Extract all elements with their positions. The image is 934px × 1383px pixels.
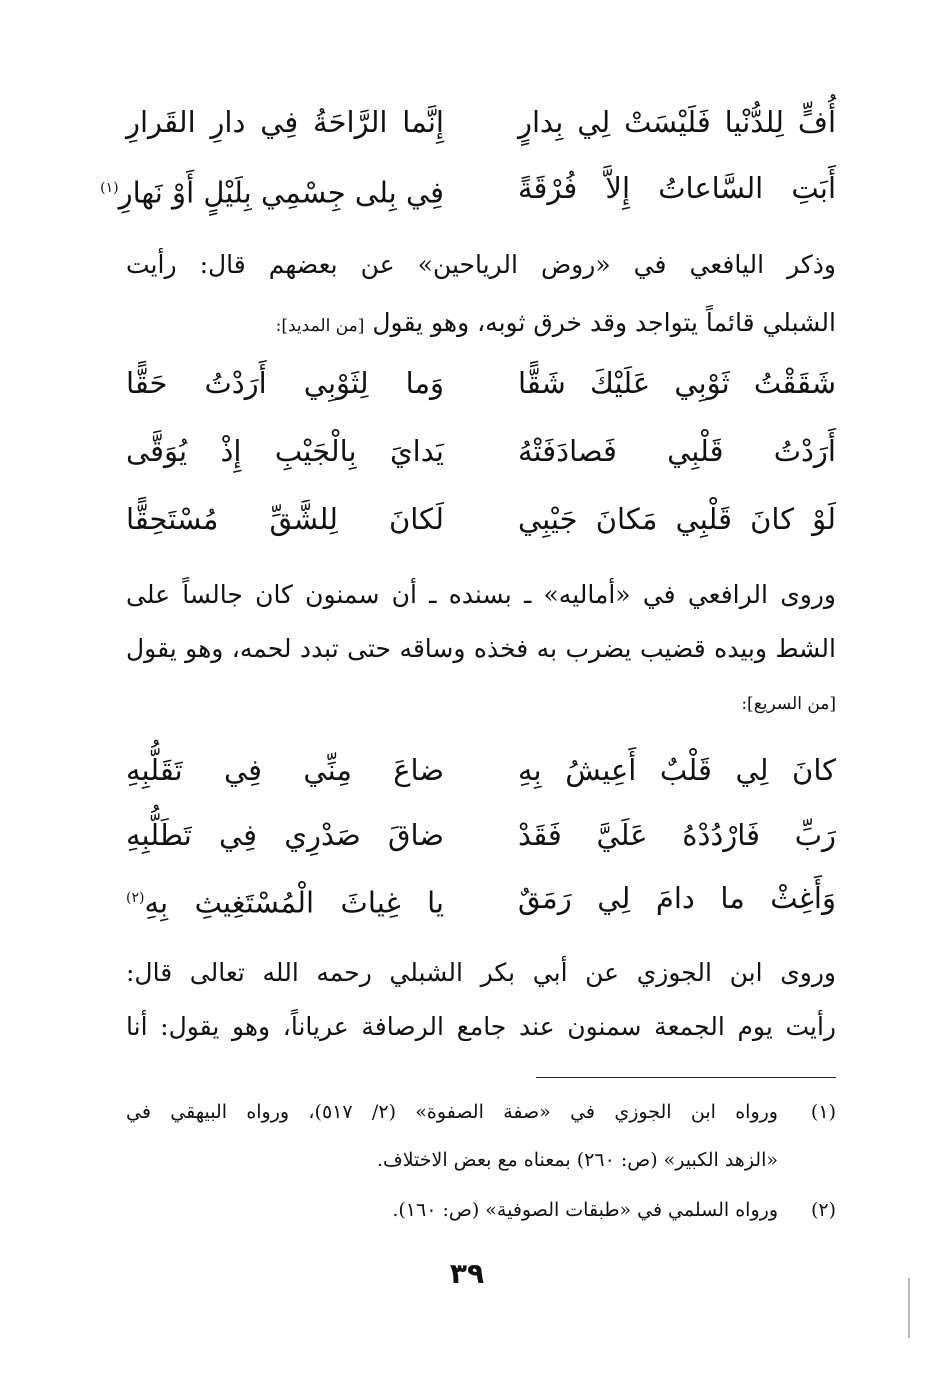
- prose-line: وروى ابن الجوزي عن أبي بكر الشبلي رحمه الله تعالى قال:: [126, 958, 836, 987]
- verse-second-hemistich: لَكانَ لِلشَّقِّ مُسْتَحِقًّا: [126, 502, 444, 536]
- verse-couplet: [126, 740, 836, 800]
- prose-line: وذكر اليافعي في «روض الرياحين» عن بعضهم قال: رأيت: [126, 250, 836, 279]
- verse-second-hemistich: [126, 868, 444, 928]
- verse-first-hemistich: أَرَدْتُ قَلْبِي فَصادَفَتْهُ: [518, 434, 836, 468]
- verse-couplet: [126, 353, 836, 413]
- footnote-marker: (١): [100, 180, 119, 196]
- page-number: ٣٩: [449, 1257, 485, 1290]
- verse-first-hemistich: كانَ لِي قَلْبٌ أَعِيشُ بِهِ: [518, 753, 836, 787]
- footnote: [126, 1188, 836, 1232]
- verse-first-hemistich: شَقَقْتُ ثَوْبِي عَلَيْكَ شَقًّا: [518, 366, 836, 400]
- verse-second-hemistich: وَما لِثَوْبِي أَرَدْتُ حَقًّا: [126, 366, 444, 400]
- verse-couplet: [126, 868, 836, 928]
- footnote-number: (٢): [810, 1199, 836, 1221]
- verse-first-hemistich: رَبِّ فَارْدُدْهُ عَلَيَّ فَقَدْ: [518, 818, 836, 852]
- prose-line: الشط وبيده قضيب يضرب به فخذه وساقه حتى تبدد لحمه، وهو يقول: [126, 634, 836, 663]
- verse-first-hemistich: وَأَغِثْ ما دامَ لِي رَمَقٌ: [518, 881, 836, 915]
- footnote-text: ورواه ابن الجوزي في «صفة الصفوة» (٢/ ٥١٧)، ورواه البيهقي في: [126, 1101, 778, 1123]
- verse-couplet: [100, 158, 836, 218]
- verse-second-hemistich: [100, 158, 444, 218]
- verse-second-hemistich: إِنَّما الرَّاحَةُ فِي دارِ القَرارِ: [126, 105, 444, 139]
- verse-couplet: [126, 489, 836, 549]
- footnote-continuation: «الزهد الكبير» (ص: ٢٦٠) بمعناه مع بعض الاختلاف.: [376, 1149, 778, 1171]
- footnote-number: (١): [810, 1101, 836, 1123]
- verse-couplet: [126, 92, 836, 152]
- verse-first-hemistich: أُفٍّ لِلدُّنْيا فَلَيْسَتْ لِي بِدارٍ: [518, 105, 836, 139]
- verse-second-hemistich: ضاعَ مِنِّي فِي تَقَلُّبِهِ: [126, 753, 444, 787]
- footnote: [126, 1090, 836, 1134]
- verse-second-hemistich: يَدايَ بِالْجَيْبِ إِذْ يُوَقَّى: [126, 434, 444, 468]
- scan-edge-mark: [908, 1278, 910, 1338]
- verse-couplet: [126, 421, 836, 481]
- meter-label: [من السريع]:: [741, 694, 836, 714]
- verse-first-hemistich: أَبَتِ السَّاعاتُ إِلاَّ فُرْقَةً: [518, 171, 836, 205]
- verse-text: يا غِياثَ الْمُسْتَغِيثِ بِهِ: [144, 885, 444, 920]
- prose-line: وروى الرافعي في «أماليه» ـ بسنده ـ أن سمنون كان جالساً على: [126, 580, 836, 609]
- verse-text: فِي بِلى جِسْمِي بِلَيْلٍ أَوْ نَهارِ: [118, 175, 444, 210]
- verse-couplet: [126, 805, 836, 865]
- prose-line: [126, 292, 836, 357]
- prose-line: رأيت يوم الجمعة سمنون عند جامع الرصافة عرياناً، وهو يقول: أنا: [126, 1012, 836, 1041]
- footnote-text: ورواه السلمي في «طبقات الصوفية» (ص: ١٦٠).: [392, 1199, 778, 1221]
- meter-label: [من المديد]:: [275, 316, 365, 336]
- prose-text: الشبلي قائماً يتواجد وقد خرق ثوبه، وهو يقول: [372, 308, 836, 337]
- verse-second-hemistich: ضاقَ صَدْرِي فِي تَطَلُّبِهِ: [126, 818, 444, 852]
- footnote-marker: (٢): [126, 890, 145, 906]
- footnote-separator: [536, 1077, 836, 1078]
- verse-first-hemistich: لَوْ كانَ قَلْبِي مَكانَ جَيْبِي: [518, 502, 836, 536]
